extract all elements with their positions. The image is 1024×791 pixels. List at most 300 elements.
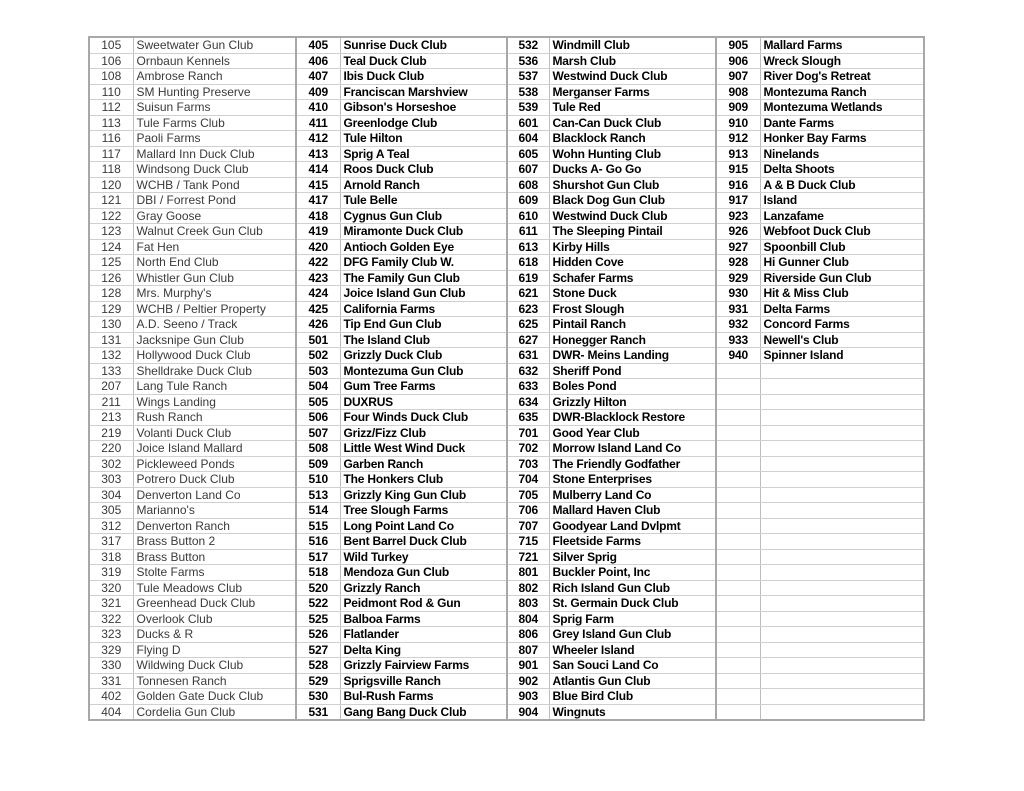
table-row — [89, 53, 924, 69]
club-name-cell — [760, 425, 924, 441]
club-name-cell: Mendoza Gun Club — [340, 565, 507, 581]
club-name-cell: DUXRUS — [340, 394, 507, 410]
club-name-cell — [760, 596, 924, 612]
club-number-cell: 608 — [507, 177, 549, 193]
club-number-cell: 532 — [507, 37, 549, 53]
club-number-cell — [716, 549, 760, 565]
club-number-cell: 132 — [89, 348, 133, 364]
club-number-cell: 530 — [296, 689, 340, 705]
club-name-cell: Buckler Point, Inc — [549, 565, 716, 581]
club-name-cell: Denverton Ranch — [133, 518, 296, 534]
club-number-cell: 707 — [507, 518, 549, 534]
club-number-cell: 916 — [716, 177, 760, 193]
club-name-cell — [760, 673, 924, 689]
club-name-cell: Flying D — [133, 642, 296, 658]
club-number-cell: 528 — [296, 658, 340, 674]
club-number-cell — [716, 518, 760, 534]
club-number-cell — [716, 627, 760, 643]
club-number-cell: 129 — [89, 301, 133, 317]
club-name-cell: Lang Tule Ranch — [133, 379, 296, 395]
club-number-cell: 513 — [296, 487, 340, 503]
club-number-cell: 211 — [89, 394, 133, 410]
club-number-cell: 927 — [716, 239, 760, 255]
club-list-table — [88, 36, 925, 721]
club-name-cell: Fleetside Farms — [549, 534, 716, 550]
club-number-cell: 609 — [507, 193, 549, 209]
club-number-cell: 536 — [507, 53, 549, 69]
club-number-cell: 321 — [89, 596, 133, 612]
club-name-cell: River Dog's Retreat — [760, 69, 924, 85]
table-row — [89, 131, 924, 147]
club-number-cell: 305 — [89, 503, 133, 519]
club-name-cell: Stolte Farms — [133, 565, 296, 581]
club-number-cell: 426 — [296, 317, 340, 333]
club-name-cell: Little West Wind Duck — [340, 441, 507, 457]
club-number-cell: 410 — [296, 100, 340, 116]
club-name-cell: The Honkers Club — [340, 472, 507, 488]
club-number-cell: 915 — [716, 162, 760, 178]
club-name-cell: Grizzly Ranch — [340, 580, 507, 596]
club-number-cell: 703 — [507, 456, 549, 472]
club-number-cell: 507 — [296, 425, 340, 441]
table-row — [89, 410, 924, 426]
club-name-cell: Dante Farms — [760, 115, 924, 131]
club-name-cell: Cordelia Gun Club — [133, 704, 296, 720]
club-number-cell: 207 — [89, 379, 133, 395]
club-number-cell: 537 — [507, 69, 549, 85]
club-name-cell: Frost Slough — [549, 301, 716, 317]
club-number-cell: 633 — [507, 379, 549, 395]
club-number-cell — [716, 410, 760, 426]
club-name-cell — [760, 534, 924, 550]
club-number-cell: 425 — [296, 301, 340, 317]
club-number-cell: 631 — [507, 348, 549, 364]
club-number-cell: 509 — [296, 456, 340, 472]
club-name-cell: Montezuma Wetlands — [760, 100, 924, 116]
club-number-cell: 908 — [716, 84, 760, 100]
club-name-cell: Windmill Club — [549, 37, 716, 53]
club-number-cell: 508 — [296, 441, 340, 457]
club-number-cell — [716, 503, 760, 519]
club-number-cell: 322 — [89, 611, 133, 627]
club-name-cell: Hit & Miss Club — [760, 286, 924, 302]
table-row — [89, 394, 924, 410]
table-row — [89, 611, 924, 627]
club-name-cell: Gibson's Horseshoe — [340, 100, 507, 116]
club-name-cell: The Friendly Godfather — [549, 456, 716, 472]
club-number-cell: 632 — [507, 363, 549, 379]
club-number-cell — [716, 441, 760, 457]
table-row — [89, 177, 924, 193]
table-row — [89, 441, 924, 457]
club-name-cell: DWR- Meins Landing — [549, 348, 716, 364]
club-name-cell: Montezuma Ranch — [760, 84, 924, 100]
club-name-cell: Grizzly Duck Club — [340, 348, 507, 364]
club-name-cell: Riverside Gun Club — [760, 270, 924, 286]
club-name-cell — [760, 441, 924, 457]
club-number-cell: 420 — [296, 239, 340, 255]
club-name-cell: Spoonbill Club — [760, 239, 924, 255]
table-row — [89, 208, 924, 224]
table-row — [89, 425, 924, 441]
club-number-cell: 123 — [89, 224, 133, 240]
club-number-cell — [716, 472, 760, 488]
table-row — [89, 363, 924, 379]
club-name-cell: Spinner Island — [760, 348, 924, 364]
club-name-cell — [760, 410, 924, 426]
club-number-cell: 130 — [89, 317, 133, 333]
club-number-cell: 610 — [507, 208, 549, 224]
club-name-cell: Golden Gate Duck Club — [133, 689, 296, 705]
club-number-cell: 909 — [716, 100, 760, 116]
club-number-cell: 905 — [716, 37, 760, 53]
club-number-cell: 701 — [507, 425, 549, 441]
table-row — [89, 518, 924, 534]
club-name-cell: Wings Landing — [133, 394, 296, 410]
club-name-cell: Westwind Duck Club — [549, 208, 716, 224]
club-number-cell: 721 — [507, 549, 549, 565]
club-name-cell: Windsong Duck Club — [133, 162, 296, 178]
club-number-cell: 118 — [89, 162, 133, 178]
table-row — [89, 270, 924, 286]
club-number-cell: 538 — [507, 84, 549, 100]
table-row — [89, 658, 924, 674]
club-name-cell: Atlantis Gun Club — [549, 673, 716, 689]
club-number-cell — [716, 487, 760, 503]
club-name-cell: Potrero Duck Club — [133, 472, 296, 488]
club-name-cell: Pintail Ranch — [549, 317, 716, 333]
club-number-cell: 522 — [296, 596, 340, 612]
club-number-cell: 613 — [507, 239, 549, 255]
table-row — [89, 317, 924, 333]
club-name-cell: Delta Farms — [760, 301, 924, 317]
club-name-cell: Sweetwater Gun Club — [133, 37, 296, 53]
club-number-cell: 928 — [716, 255, 760, 271]
club-number-cell: 621 — [507, 286, 549, 302]
club-name-cell: The Island Club — [340, 332, 507, 348]
club-number-cell: 424 — [296, 286, 340, 302]
club-number-cell: 504 — [296, 379, 340, 395]
club-name-cell: Island — [760, 193, 924, 209]
club-number-cell: 605 — [507, 146, 549, 162]
club-number-cell: 502 — [296, 348, 340, 364]
club-name-cell — [760, 503, 924, 519]
club-name-cell: Shelldrake Duck Club — [133, 363, 296, 379]
club-name-cell: Tule Farms Club — [133, 115, 296, 131]
table-row — [89, 162, 924, 178]
table-row — [89, 503, 924, 519]
club-name-cell — [760, 689, 924, 705]
club-name-cell: Delta King — [340, 642, 507, 658]
club-number-cell: 413 — [296, 146, 340, 162]
club-number-cell: 110 — [89, 84, 133, 100]
club-name-cell: Ambrose Ranch — [133, 69, 296, 85]
club-name-cell: Grey Island Gun Club — [549, 627, 716, 643]
club-name-cell: Balboa Farms — [340, 611, 507, 627]
club-number-cell: 804 — [507, 611, 549, 627]
club-name-cell — [760, 456, 924, 472]
club-number-cell: 331 — [89, 673, 133, 689]
club-name-cell — [760, 549, 924, 565]
club-name-cell: Ibis Duck Club — [340, 69, 507, 85]
club-name-cell — [760, 518, 924, 534]
club-name-cell: Blue Bird Club — [549, 689, 716, 705]
table-row — [89, 193, 924, 209]
club-number-cell — [716, 596, 760, 612]
club-name-cell: Long Point Land Co — [340, 518, 507, 534]
table-row — [89, 286, 924, 302]
club-name-cell: Bent Barrel Duck Club — [340, 534, 507, 550]
club-name-cell: North End Club — [133, 255, 296, 271]
table-row — [89, 84, 924, 100]
club-name-cell: Mallard Inn Duck Club — [133, 146, 296, 162]
club-name-cell: Joice Island Gun Club — [340, 286, 507, 302]
club-number-cell: 120 — [89, 177, 133, 193]
club-name-cell: Jacksnipe Gun Club — [133, 332, 296, 348]
club-name-cell: Stone Enterprises — [549, 472, 716, 488]
table-row — [89, 456, 924, 472]
club-name-cell: Sprigsville Ranch — [340, 673, 507, 689]
club-name-cell: Honegger Ranch — [549, 332, 716, 348]
club-number-cell: 601 — [507, 115, 549, 131]
club-name-cell: WCHB / Tank Pond — [133, 177, 296, 193]
club-number-cell: 415 — [296, 177, 340, 193]
club-number-cell: 106 — [89, 53, 133, 69]
club-number-cell: 940 — [716, 348, 760, 364]
club-number-cell: 525 — [296, 611, 340, 627]
club-number-cell — [716, 379, 760, 395]
club-number-cell: 618 — [507, 255, 549, 271]
club-name-cell — [760, 472, 924, 488]
table-row — [89, 565, 924, 581]
club-number-cell: 220 — [89, 441, 133, 457]
club-number-cell — [716, 394, 760, 410]
club-number-cell: 704 — [507, 472, 549, 488]
club-number-cell: 910 — [716, 115, 760, 131]
club-number-cell: 105 — [89, 37, 133, 53]
table-row — [89, 379, 924, 395]
club-number-cell: 529 — [296, 673, 340, 689]
club-number-cell: 527 — [296, 642, 340, 658]
club-number-cell: 715 — [507, 534, 549, 550]
club-name-cell: Mallard Haven Club — [549, 503, 716, 519]
club-name-cell: A.D. Seeno / Track — [133, 317, 296, 333]
club-number-cell: 412 — [296, 131, 340, 147]
club-number-cell: 514 — [296, 503, 340, 519]
club-name-cell: SM Hunting Preserve — [133, 84, 296, 100]
club-number-cell — [716, 689, 760, 705]
club-number-cell: 515 — [296, 518, 340, 534]
club-name-cell — [760, 704, 924, 720]
table-row — [89, 224, 924, 240]
club-name-cell: Walnut Creek Gun Club — [133, 224, 296, 240]
club-number-cell: 634 — [507, 394, 549, 410]
table-row — [89, 332, 924, 348]
table-row — [89, 255, 924, 271]
club-number-cell: 931 — [716, 301, 760, 317]
club-number-cell: 414 — [296, 162, 340, 178]
club-name-cell: Marsh Club — [549, 53, 716, 69]
club-number-cell: 319 — [89, 565, 133, 581]
club-name-cell — [760, 363, 924, 379]
table-row — [89, 472, 924, 488]
club-name-cell: A & B Duck Club — [760, 177, 924, 193]
club-number-cell: 409 — [296, 84, 340, 100]
club-name-cell: Hi Gunner Club — [760, 255, 924, 271]
club-number-cell: 607 — [507, 162, 549, 178]
club-name-cell: Mallard Farms — [760, 37, 924, 53]
club-name-cell: Sunrise Duck Club — [340, 37, 507, 53]
club-name-cell: Volanti Duck Club — [133, 425, 296, 441]
club-number-cell: 539 — [507, 100, 549, 116]
club-name-cell: Miramonte Duck Club — [340, 224, 507, 240]
club-number-cell: 625 — [507, 317, 549, 333]
table-row — [89, 580, 924, 596]
club-number-cell: 108 — [89, 69, 133, 85]
club-number-cell: 417 — [296, 193, 340, 209]
club-number-cell: 303 — [89, 472, 133, 488]
club-number-cell: 402 — [89, 689, 133, 705]
club-number-cell: 329 — [89, 642, 133, 658]
table-row — [89, 239, 924, 255]
table-row — [89, 37, 924, 53]
club-number-cell: 705 — [507, 487, 549, 503]
club-number-cell: 501 — [296, 332, 340, 348]
club-number-cell: 116 — [89, 131, 133, 147]
club-name-cell: Joice Island Mallard — [133, 441, 296, 457]
club-name-cell: Ornbaun Kennels — [133, 53, 296, 69]
club-name-cell: Tree Slough Farms — [340, 503, 507, 519]
club-number-cell: 807 — [507, 642, 549, 658]
club-number-cell: 125 — [89, 255, 133, 271]
table-row — [89, 689, 924, 705]
club-name-cell: Franciscan Marshview — [340, 84, 507, 100]
club-name-cell: Good Year Club — [549, 425, 716, 441]
club-number-cell — [716, 534, 760, 550]
table-row — [89, 642, 924, 658]
club-name-cell: The Family Gun Club — [340, 270, 507, 286]
table-row — [89, 115, 924, 131]
club-name-cell: Flatlander — [340, 627, 507, 643]
club-number-cell: 419 — [296, 224, 340, 240]
club-name-cell: Grizz/Fizz Club — [340, 425, 507, 441]
club-number-cell: 929 — [716, 270, 760, 286]
club-name-cell: Merganser Farms — [549, 84, 716, 100]
club-number-cell: 926 — [716, 224, 760, 240]
club-number-cell: 531 — [296, 704, 340, 720]
club-name-cell: Tonnesen Ranch — [133, 673, 296, 689]
club-number-cell: 318 — [89, 549, 133, 565]
club-number-cell: 706 — [507, 503, 549, 519]
club-name-cell: Tule Hilton — [340, 131, 507, 147]
club-name-cell — [760, 611, 924, 627]
club-name-cell: Tule Meadows Club — [133, 580, 296, 596]
club-number-cell: 635 — [507, 410, 549, 426]
club-number-cell: 923 — [716, 208, 760, 224]
table-row — [89, 704, 924, 720]
club-number-cell — [716, 580, 760, 596]
club-name-cell: Gang Bang Duck Club — [340, 704, 507, 720]
club-name-cell: Webfoot Duck Club — [760, 224, 924, 240]
club-number-cell — [716, 642, 760, 658]
club-name-cell: Ducks A- Go Go — [549, 162, 716, 178]
club-name-cell: Sheriff Pond — [549, 363, 716, 379]
club-name-cell: DBI / Forrest Pond — [133, 193, 296, 209]
club-name-cell: Goodyear Land Dvlpmt — [549, 518, 716, 534]
club-number-cell: 122 — [89, 208, 133, 224]
club-name-cell: Wheeler Island — [549, 642, 716, 658]
club-number-cell: 126 — [89, 270, 133, 286]
club-name-cell: Arnold Ranch — [340, 177, 507, 193]
club-name-cell: Brass Button 2 — [133, 534, 296, 550]
club-number-cell: 330 — [89, 658, 133, 674]
club-name-cell: Ducks & R — [133, 627, 296, 643]
club-number-cell — [716, 704, 760, 720]
club-number-cell: 422 — [296, 255, 340, 271]
club-name-cell: The Sleeping Pintail — [549, 224, 716, 240]
club-name-cell: Delta Shoots — [760, 162, 924, 178]
club-name-cell: St. Germain Duck Club — [549, 596, 716, 612]
club-number-cell: 302 — [89, 456, 133, 472]
club-name-cell: Gray Goose — [133, 208, 296, 224]
club-name-cell — [760, 642, 924, 658]
club-name-cell: Honker Bay Farms — [760, 131, 924, 147]
club-name-cell: Mrs. Murphy's — [133, 286, 296, 302]
club-number-cell: 517 — [296, 549, 340, 565]
club-name-cell — [760, 379, 924, 395]
club-name-cell — [760, 565, 924, 581]
club-number-cell: 124 — [89, 239, 133, 255]
club-number-cell — [716, 456, 760, 472]
club-number-cell: 623 — [507, 301, 549, 317]
club-number-cell: 320 — [89, 580, 133, 596]
club-name-cell: Rush Ranch — [133, 410, 296, 426]
club-name-cell: Grizzly Hilton — [549, 394, 716, 410]
club-name-cell: Black Dog Gun Club — [549, 193, 716, 209]
club-name-cell: Concord Farms — [760, 317, 924, 333]
club-number-cell: 806 — [507, 627, 549, 643]
club-number-cell: 405 — [296, 37, 340, 53]
club-number-cell: 219 — [89, 425, 133, 441]
table-row — [89, 69, 924, 85]
club-name-cell: Rich Island Gun Club — [549, 580, 716, 596]
club-number-cell: 113 — [89, 115, 133, 131]
club-name-cell — [760, 394, 924, 410]
club-name-cell: Lanzafame — [760, 208, 924, 224]
club-name-cell: Wildwing Duck Club — [133, 658, 296, 674]
club-name-cell: Boles Pond — [549, 379, 716, 395]
table-row — [89, 549, 924, 565]
club-name-cell: DWR-Blacklock Restore — [549, 410, 716, 426]
club-name-cell: Bul-Rush Farms — [340, 689, 507, 705]
club-name-cell: Shurshot Gun Club — [549, 177, 716, 193]
club-number-cell: 323 — [89, 627, 133, 643]
club-number-cell — [716, 673, 760, 689]
club-list-body — [89, 37, 924, 720]
club-name-cell: Four Winds Duck Club — [340, 410, 507, 426]
club-name-cell — [760, 580, 924, 596]
club-name-cell: Grizzly Fairview Farms — [340, 658, 507, 674]
club-number-cell — [716, 425, 760, 441]
club-name-cell: Stone Duck — [549, 286, 716, 302]
club-name-cell: Cygnus Gun Club — [340, 208, 507, 224]
club-name-cell: Hollywood Duck Club — [133, 348, 296, 364]
club-number-cell: 304 — [89, 487, 133, 503]
club-number-cell: 702 — [507, 441, 549, 457]
club-name-cell: Overlook Club — [133, 611, 296, 627]
club-number-cell: 510 — [296, 472, 340, 488]
club-number-cell: 604 — [507, 131, 549, 147]
